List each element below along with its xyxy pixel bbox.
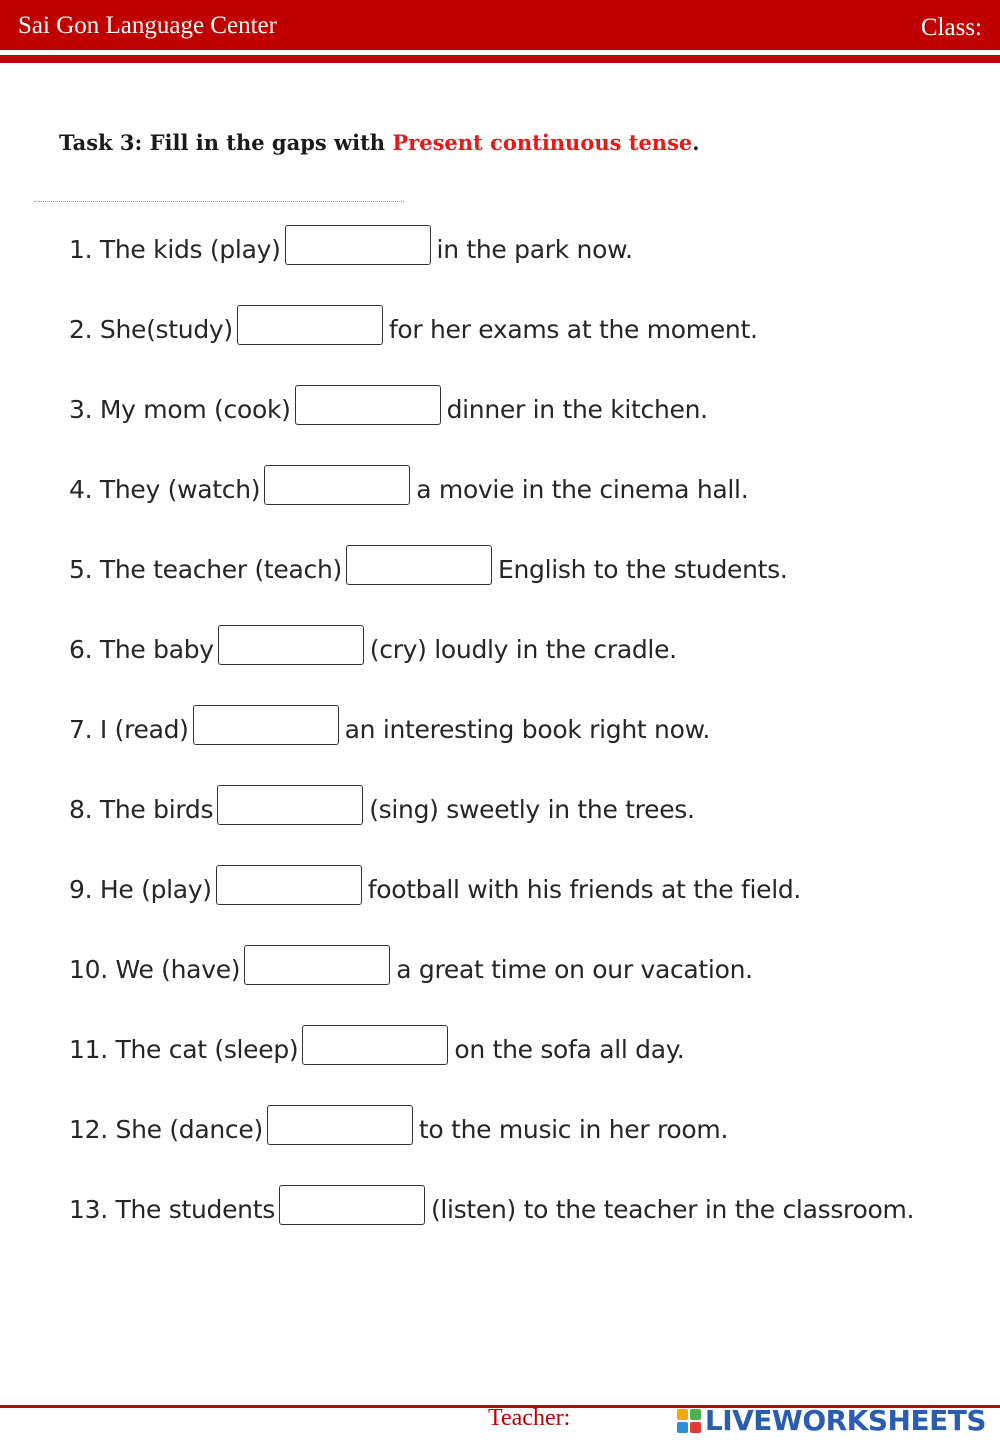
exercise-prompt: 10. We (have) [69, 954, 241, 984]
exercise-prompt: 2. She(study) [69, 314, 233, 344]
exercise-continuation: a great time on our vacation. [396, 954, 753, 984]
exercise-prompt: 6. The baby [69, 634, 214, 664]
answer-input-5[interactable] [346, 545, 492, 585]
exercise-continuation: for her exams at the moment. [388, 314, 758, 344]
exercise-continuation: dinner in the kitchen. [446, 394, 708, 424]
task-title-prefix: Task 3: Fill in the gaps with [59, 130, 393, 155]
scan-divider [34, 201, 404, 203]
teacher-label: Teacher: [488, 1405, 571, 1431]
exercise-row [69, 849, 989, 929]
exercise-row [69, 1089, 989, 1169]
exercise-row [69, 289, 989, 369]
exercise-prompt: 12. She (dance) [69, 1114, 263, 1144]
exercise-continuation: English to the students. [497, 554, 788, 584]
exercise-prompt: 9. He (play) [69, 874, 212, 904]
exercise-row [69, 1169, 989, 1249]
exercise-prompt: 8. The birds [69, 794, 214, 824]
answer-input-9[interactable] [216, 865, 362, 905]
exercise-prompt: 4. They (watch) [69, 474, 261, 504]
answer-input-1[interactable] [285, 225, 431, 265]
exercise-prompt: 11. The cat (sleep) [69, 1034, 299, 1064]
answer-input-8[interactable] [217, 785, 363, 825]
answer-input-7[interactable] [193, 705, 339, 745]
exercise-continuation: to the music in her room. [418, 1114, 729, 1144]
answer-input-10[interactable] [244, 945, 390, 985]
exercise-prompt: 7. I (read) [69, 714, 189, 744]
answer-input-3[interactable] [295, 385, 441, 425]
exercise-row [69, 1009, 989, 1089]
exercise-continuation: a movie in the cinema hall. [416, 474, 749, 504]
answer-input-12[interactable] [267, 1105, 413, 1145]
exercise-continuation: on the sofa all day. [454, 1034, 685, 1064]
liveworksheets-logo[interactable] [677, 1404, 986, 1437]
exercise-row [69, 609, 989, 689]
exercise-row [69, 449, 989, 529]
exercise-row [69, 769, 989, 849]
liveworksheets-logo-icon [677, 1409, 701, 1433]
answer-input-11[interactable] [302, 1025, 448, 1065]
exercise-continuation: (listen) to the teacher in the classroom. [430, 1194, 915, 1224]
exercise-list [69, 209, 989, 1249]
center-name: Sai Gon Language Center [18, 12, 277, 39]
exercise-continuation: (sing) sweetly in the trees. [369, 794, 695, 824]
exercise-row [69, 529, 989, 609]
exercise-row [69, 929, 989, 1009]
exercise-prompt: 1. The kids (play) [69, 234, 281, 264]
task-title-suffix: . [692, 130, 700, 155]
exercise-prompt: 13. The students [69, 1194, 275, 1224]
answer-input-13[interactable] [279, 1185, 425, 1225]
logo-text: LIVEWORKSHEETS [704, 1404, 986, 1437]
answer-input-4[interactable] [264, 465, 410, 505]
answer-input-2[interactable] [237, 305, 383, 345]
exercise-row [69, 369, 989, 449]
exercise-continuation: an interesting book right now. [344, 714, 711, 744]
exercise-row [69, 689, 989, 769]
exercise-prompt: 3. My mom (cook) [69, 394, 291, 424]
exercise-continuation: in the park now. [436, 234, 633, 264]
task-title [59, 130, 700, 155]
exercise-row [69, 209, 989, 289]
exercise-prompt: 5. The teacher (teach) [69, 554, 342, 584]
exercise-continuation: (cry) loudly in the cradle. [369, 634, 677, 664]
task-title-highlight: Present continuous tense [392, 130, 693, 155]
answer-input-6[interactable] [218, 625, 364, 665]
class-label: Class: [920, 14, 982, 41]
exercise-continuation: football with his friends at the field. [367, 874, 802, 904]
header-divider [0, 55, 1000, 63]
